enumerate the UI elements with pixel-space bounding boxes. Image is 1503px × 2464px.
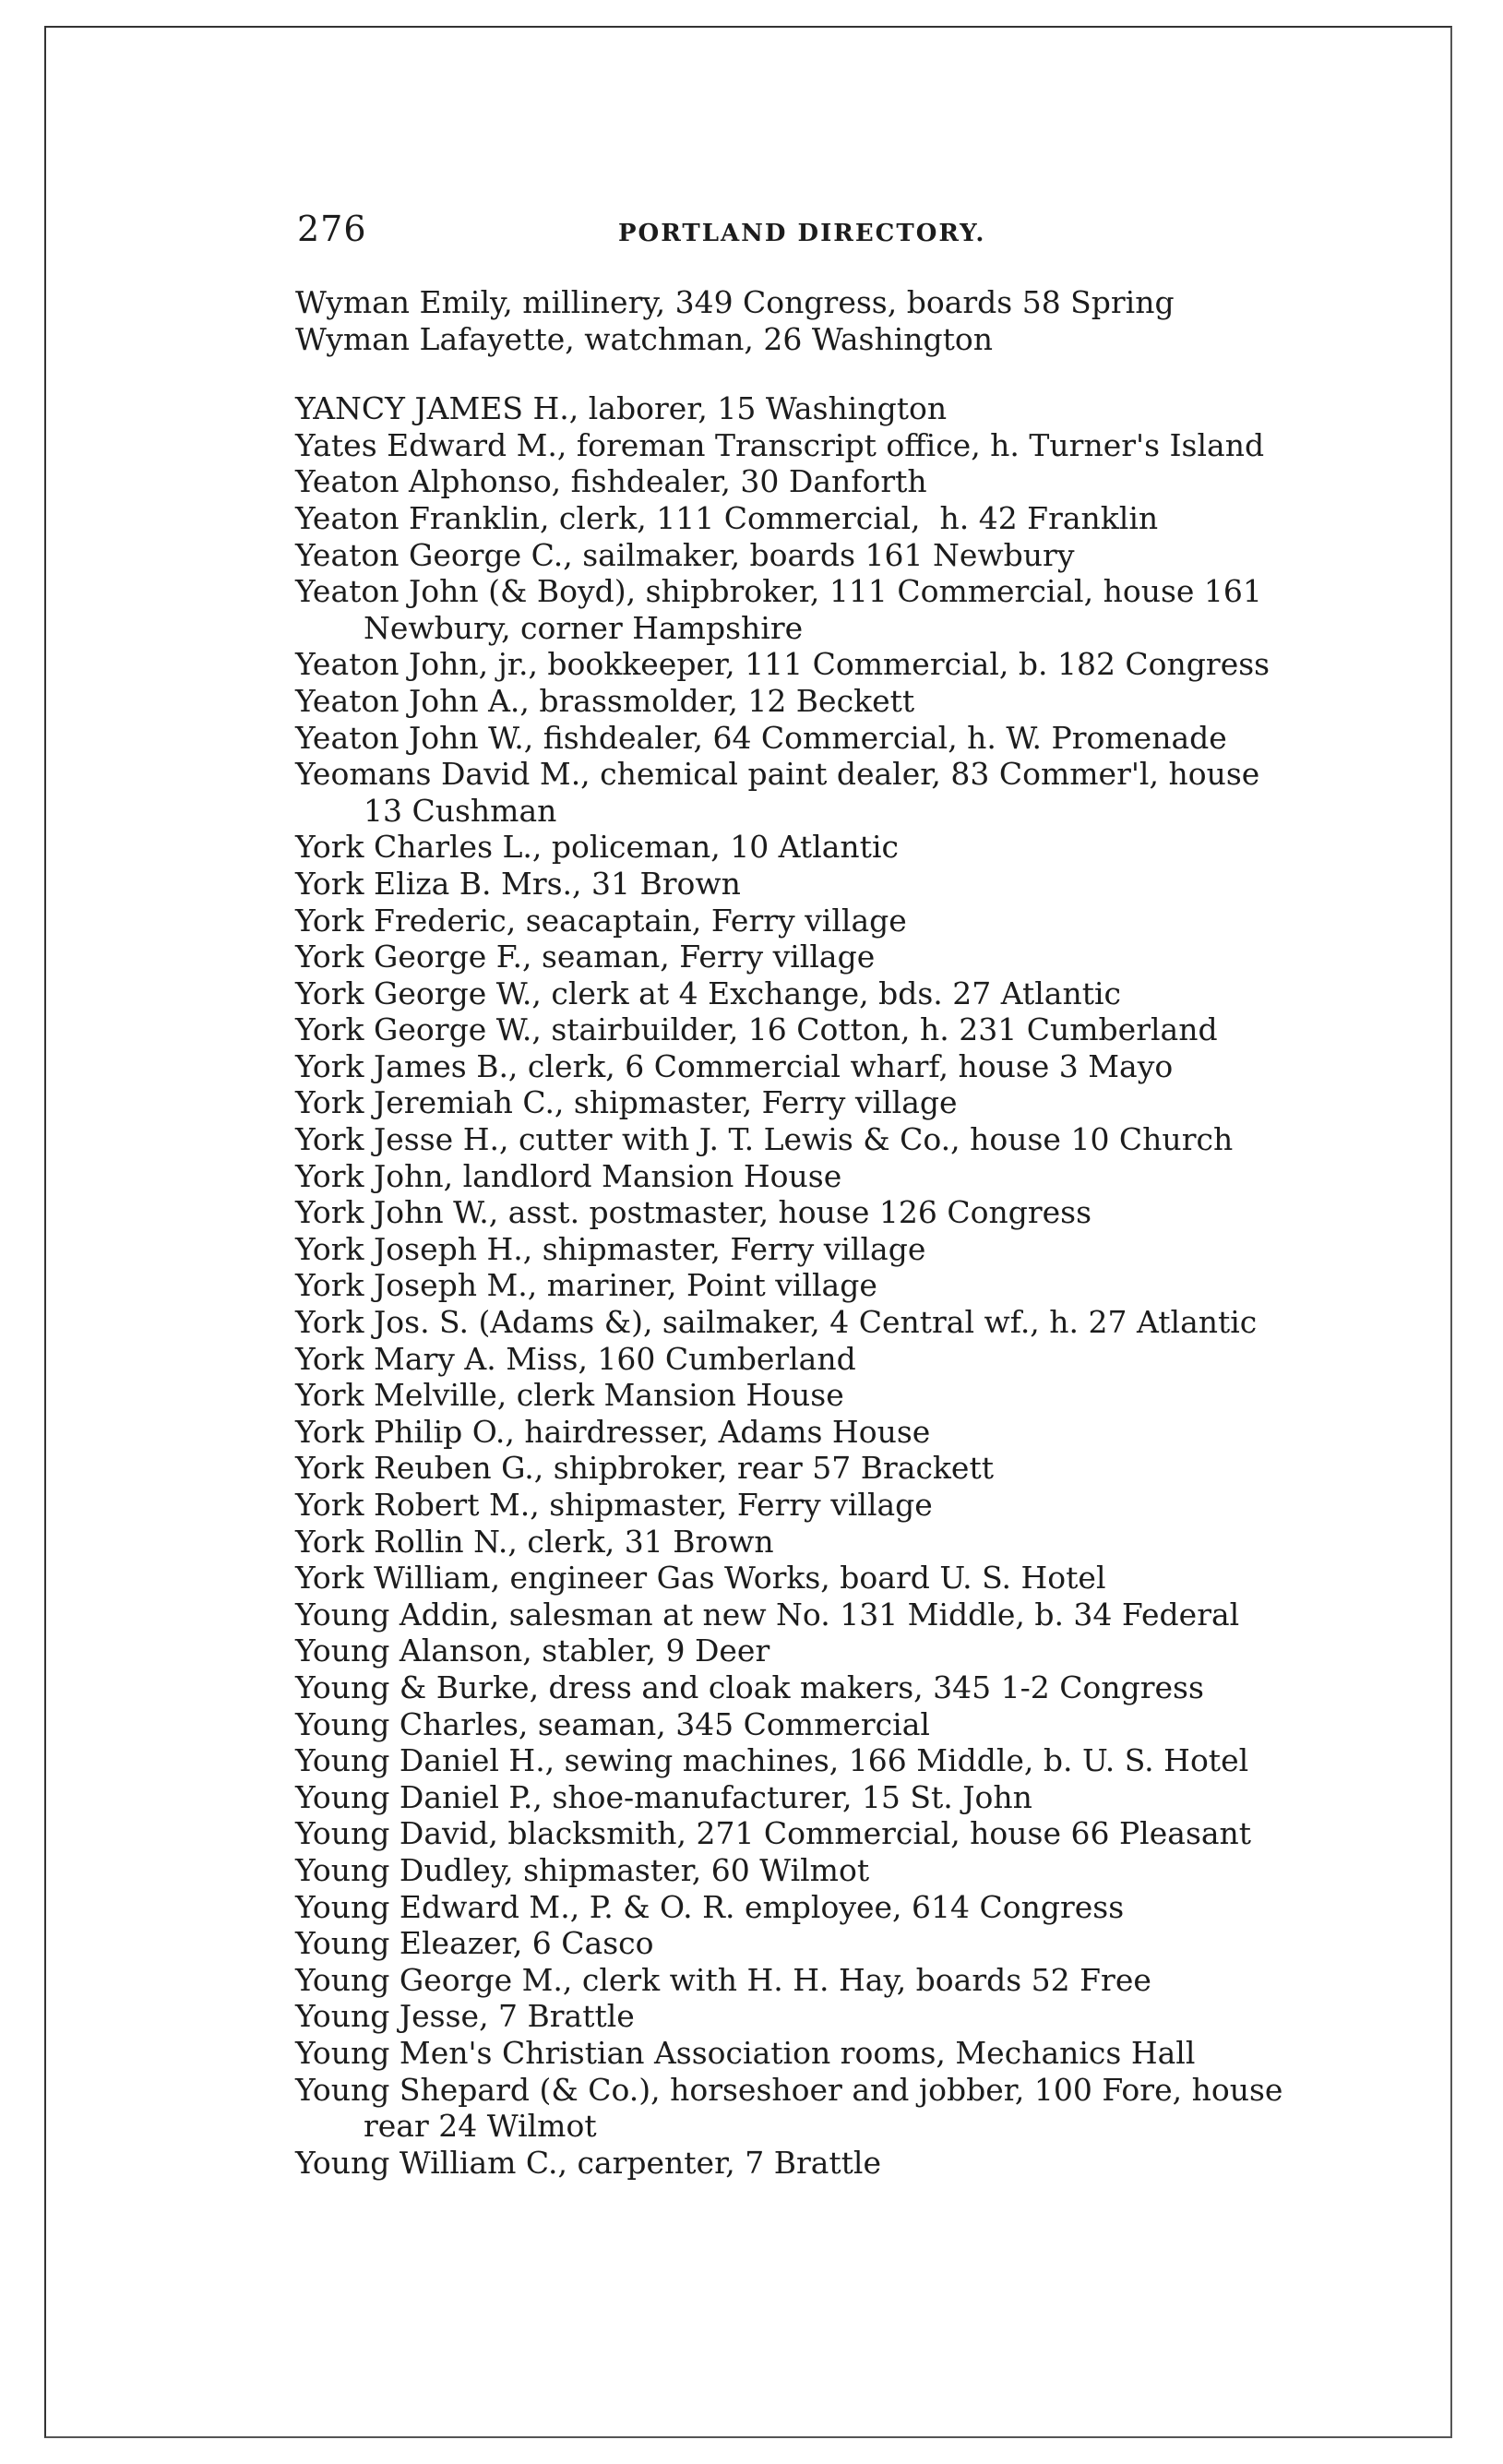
- directory-entry-continuation: 13 Cushman: [364, 792, 557, 829]
- directory-entry: Yeaton John (& Boyd), shipbroker, 111 Commercial, house 161: [295, 573, 1262, 610]
- directory-entry: Yeaton John W., fishdealer, 64 Commercial, h. W. Promenade: [295, 719, 1227, 756]
- page-number: 276: [297, 209, 367, 249]
- directory-entry: York Reuben G., shipbroker, rear 57 Brackett: [295, 1450, 994, 1487]
- directory-entry: York William, engineer Gas Works, board U. S. Hotel: [295, 1560, 1106, 1597]
- directory-entry: York Mary A. Miss, 160 Cumberland: [295, 1340, 856, 1377]
- directory-entry: Young Daniel H., sewing machines, 166 Middle, b. U. S. Hotel: [295, 1742, 1249, 1779]
- directory-entry-continuation: Newbury, corner Hampshire: [364, 609, 804, 646]
- directory-entry: York Charles L., policeman, 10 Atlantic: [295, 829, 899, 866]
- directory-entry: Yeomans David M., chemical paint dealer, 83 Commer'l, house: [295, 756, 1260, 793]
- directory-entry: Young & Burke, dress and cloak makers, 345 1-2 Congress: [295, 1669, 1204, 1705]
- directory-entry: York Jeremiah C., shipmaster, Ferry village: [295, 1084, 958, 1121]
- directory-entry: York George W., stairbuilder, 16 Cotton, h. 231 Cumberland: [295, 1011, 1218, 1048]
- directory-entry: Yeaton John, jr., bookkeeper, 111 Commercial, b. 182 Congress: [295, 646, 1270, 683]
- directory-entry: York John W., asst. postmaster, house 126 Congress: [295, 1194, 1092, 1231]
- directory-entry: Young David, blacksmith, 271 Commercial, house 66 Pleasant: [295, 1815, 1252, 1852]
- directory-entry: York Jos. S. (Adams &), sailmaker, 4 Central wf., h. 27 Atlantic: [295, 1304, 1258, 1341]
- directory-entry: Yeaton George C., sailmaker, boards 161 Newbury: [295, 536, 1075, 573]
- directory-entry: YANCY JAMES H., laborer, 15 Washington: [295, 390, 948, 427]
- directory-entry: Young Jesse, 7 Brattle: [295, 1998, 635, 2035]
- directory-entry: Yeaton John A., brassmolder, 12 Beckett: [295, 682, 915, 719]
- directory-entry: Young George M., clerk with H. H. Hay, boards 52 Free: [295, 1961, 1151, 1998]
- directory-entry: York Jesse H., cutter with J. T. Lewis & Co., house 10 Church: [295, 1121, 1234, 1158]
- directory-entries: [295, 284, 1338, 2181]
- directory-entry: Young William C., carpenter, 7 Brattle: [295, 2144, 882, 2181]
- directory-entry: Young Eleazer, 6 Casco: [295, 1925, 654, 1962]
- page-header: [297, 205, 1312, 260]
- directory-entry: York George W., clerk at 4 Exchange, bds. 27 Atlantic: [295, 975, 1122, 1011]
- directory-entry: Yeaton Alphonso, fishdealer, 30 Danforth: [295, 463, 927, 500]
- directory-entry: Yates Edward M., foreman Transcript office, h. Turner's Island: [295, 426, 1265, 463]
- directory-entry: York Frederic, seacaptain, Ferry village: [295, 902, 907, 939]
- directory-entry-continuation: rear 24 Wilmot: [364, 2108, 597, 2145]
- directory-entry: York George F., seaman, Ferry village: [295, 939, 876, 975]
- directory-entry: Young Men's Christian Association rooms, Mechanics Hall: [295, 2034, 1196, 2071]
- directory-entry: Young Dudley, shipmaster, 60 Wilmot: [295, 1851, 870, 1888]
- directory-entry: York Melville, clerk Mansion House: [295, 1377, 844, 1414]
- directory-entry: York Robert M., shipmaster, Ferry village: [295, 1487, 933, 1523]
- directory-entry: York James B., clerk, 6 Commercial wharf, house 3 Mayo: [295, 1047, 1174, 1084]
- directory-entry: York Rollin N., clerk, 31 Brown: [295, 1523, 774, 1560]
- directory-entry: York Eliza B. Mrs., 31 Brown: [295, 865, 741, 902]
- directory-entry: York Joseph H., shipmaster, Ferry village: [295, 1230, 926, 1267]
- directory-entry: Wyman Lafayette, watchman, 26 Washington: [295, 320, 994, 357]
- directory-entry: York Philip O., hairdresser, Adams House: [295, 1413, 931, 1450]
- directory-entry: York John, landlord Mansion House: [295, 1157, 842, 1194]
- directory-entry: Young Addin, salesman at new No. 131 Middle, b. 34 Federal: [295, 1596, 1240, 1633]
- running-head: PORTLAND DIRECTORY.: [618, 220, 986, 247]
- directory-entry: Young Shepard (& Co.), horseshoer and jobber, 100 Fore, house: [295, 2071, 1283, 2108]
- directory-entry: Wyman Emily, millinery, 349 Congress, boards 58 Spring: [295, 284, 1175, 320]
- directory-entry: Young Daniel P., shoe-manufacturer, 15 St. John: [295, 1778, 1032, 1815]
- directory-entry: Young Alanson, stabler, 9 Deer: [295, 1633, 770, 1669]
- directory-entry: Young Charles, seaman, 345 Commercial: [295, 1705, 930, 1742]
- directory-entry: Young Edward M., P. & O. R. employee, 614 Congress: [295, 1888, 1125, 1925]
- directory-entry: York Joseph M., mariner, Point village: [295, 1267, 877, 1304]
- directory-entry: Yeaton Franklin, clerk, 111 Commercial, h. 42 Franklin: [295, 499, 1159, 536]
